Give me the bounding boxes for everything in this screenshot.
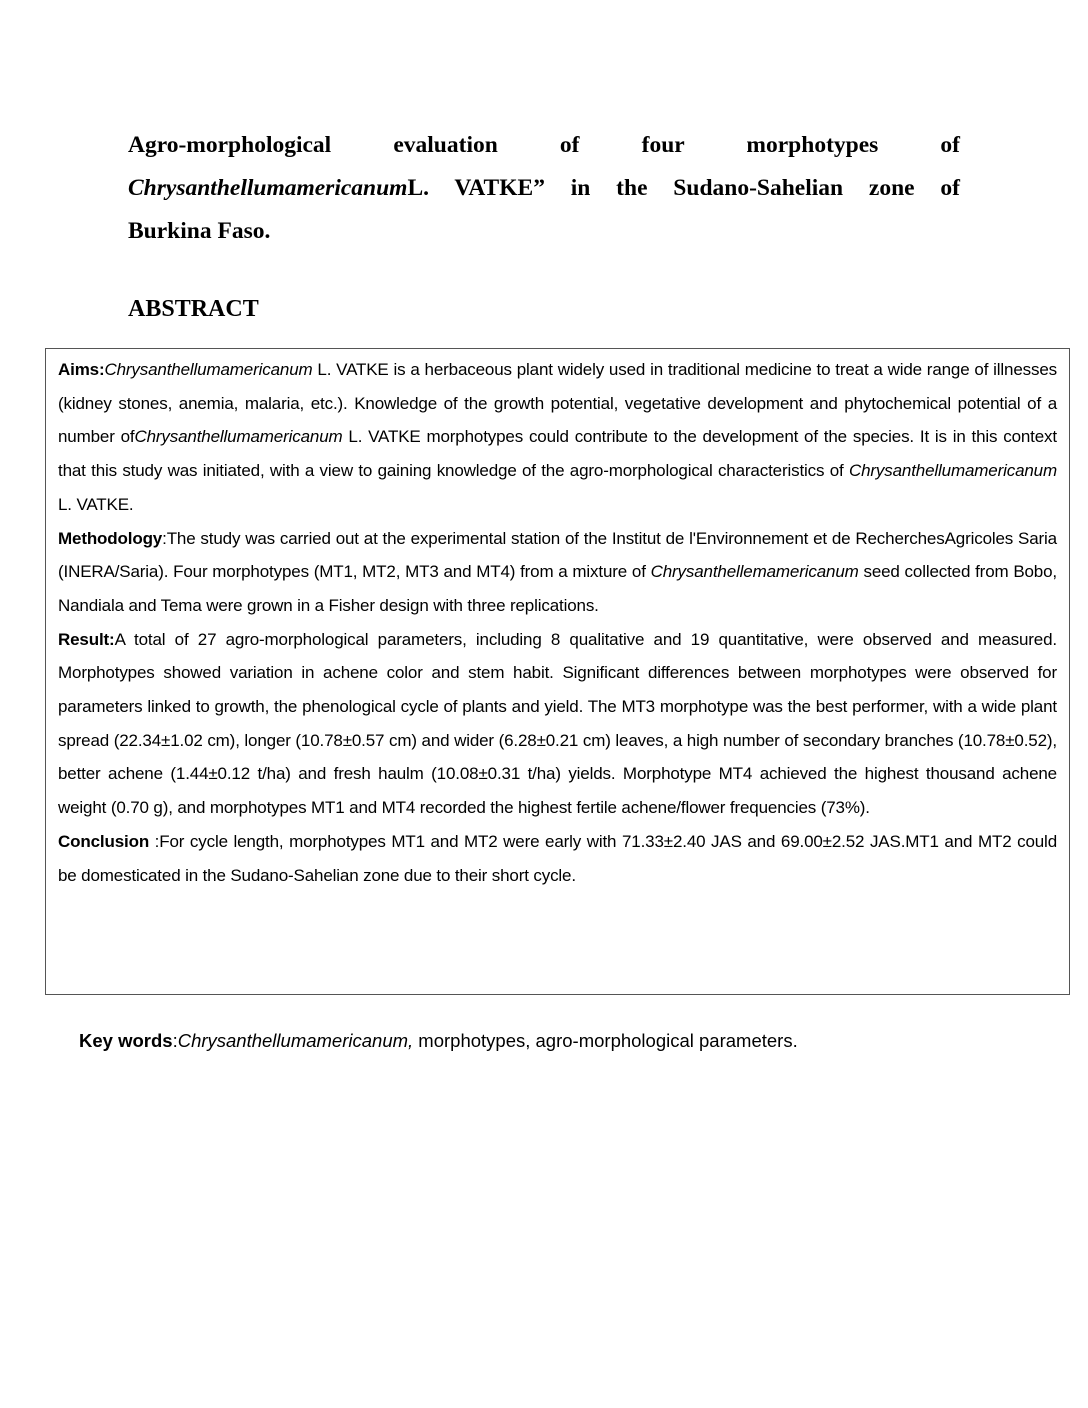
title-line-2-rest: L. VATKE” in the Sudano-Sahelian zone of (407, 175, 960, 201)
methodology-label: Methodology (58, 528, 163, 548)
species-name: Chrysanthellumamericanum (848, 461, 1057, 481)
paper-title (128, 124, 960, 253)
abstract-result (58, 623, 1057, 825)
keywords (79, 1027, 798, 1055)
abstract-conclusion (58, 825, 1057, 892)
conclusion-text: :For cycle length, morphotypes MT1 and MT2 were early with 71.33±2.40 JAS and 69.00±2.52 JAS.MT1 and MT2 could be domesticated in the Sudano-Sahelian zone due to their short cycle. (58, 831, 1057, 885)
result-label: Result: (58, 629, 115, 649)
species-name: Chrysanthellemamericanum (650, 562, 859, 582)
aims-text: L. VATKE morphotypes could contribute to the development of the species. It is in this context that this study was initiated, with a view to gaining knowledge of the agro-morphological characteristics of (58, 427, 1057, 481)
aims-label: Aims: (58, 360, 105, 379)
abstract-heading: ABSTRACT (128, 296, 259, 322)
abstract-methodology (58, 522, 1057, 623)
aims-text: L. VATKE is a herbaceous plant widely used in traditional medicine to treat a wide range of illnesses (kidney stones, anemia, malaria, etc.). Knowledge of the growth potential, vegetative development and phytochemical potential of a number of (58, 360, 1057, 447)
abstract-aims (58, 353, 1057, 522)
title-line-1: Agro-morphological evaluation of four morphotypes of (128, 132, 960, 158)
species-name: Chrysanthellumamericanum (104, 360, 313, 379)
title-species: Chrysanthellumamericanum (128, 175, 408, 201)
keywords-text: morphotypes, agro-morphological parameters. (413, 1030, 798, 1051)
aims-text: L. VATKE. (58, 494, 134, 514)
keywords-colon: : (172, 1030, 178, 1051)
methodology-text: seed collected from Bobo, Nandiala and Tema were grown in a Fisher design with three replications. (58, 562, 1057, 615)
keywords-species: Chrysanthellumamericanum, (177, 1030, 414, 1051)
keywords-label: Key words (79, 1030, 173, 1051)
abstract-box (45, 348, 1070, 995)
title-line-3: Burkina Faso. (128, 218, 271, 244)
result-text: A total of 27 agro-morphological parameters, including 8 qualitative and 19 quantitative, were observed and measured. Morphotypes showed variation in achene color and stem habit. Significant differences between morphotypes were observed for parameters linked to growth, the phenological cycle of plants and yield. The MT3 morphotype was the best performer, with a wide plant spread (22.34±1.02 cm), longer (10.78±0.57 cm) and wider (6.28±0.21 cm) leaves, a high number of secondary branches (10.78±0.52), better achene (1.44±0.12 t/ha) and fresh haulm (10.08±0.31 t/ha) yields. Morphotype MT4 achieved the highest thousand achene weight (0.70 g), and morphotypes MT1 and MT4 recorded the highest fertile achene/flower frequencies (73%). (58, 629, 1057, 818)
methodology-text: :The study was carried out at the experimental station of the Institut de l'Environnement et de RecherchesAgricoles Saria (INERA/Saria). Four morphotypes (MT1, MT2, MT3 and MT4) from a mixture of (58, 528, 1057, 582)
title-line-2 (128, 167, 960, 210)
conclusion-label: Conclusion (58, 831, 150, 851)
species-name: Chrysanthellumamericanum (134, 427, 343, 447)
